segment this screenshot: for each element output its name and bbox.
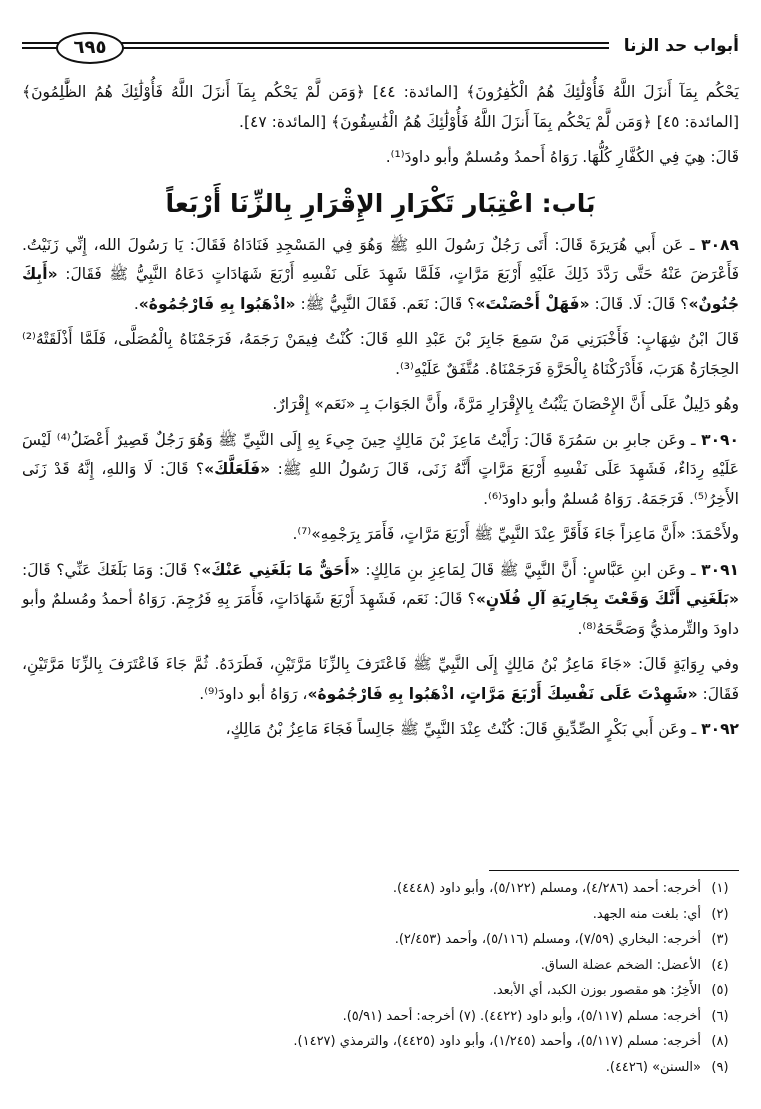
running-title: أبواب حد الزنا	[623, 36, 739, 56]
hadith-quote: «فَهَلْ أَحْصَنْتَ»	[475, 294, 590, 313]
ibn-shihab-report: قَالَ ابْنُ شِهَابٍ: فَأَخْبَرَنِي مَنْ سَمِعَ جَابِرَ بْنَ عَبْدِ اللهِ قَالَ: كُنْتُ فِيمَنْ رَجَمَهُ، فَرَجَمْنَاهُ بِالْمُصَلَّى، فَلَمَّا أَذْلَقَتْهُ⁽²⁾ الحِجَارَةُ هَرَبَ، فَأَدْرَكْنَاهُ بِالْحَرَّةِ فَرَجَمْنَاهُ. مُتَّفَقٌ عَلَيْهِ⁽³⁾.	[22, 330, 739, 378]
footnote-number: (٢)	[711, 906, 729, 922]
footnote-text: أخرجه: مسلم (٥/١١٧)، وأبو داود (٤٤٢٢). (٧) أخرجه: أحمد (٥/٩١).	[342, 1008, 701, 1024]
page-body	[22, 78, 739, 751]
footnote	[22, 1029, 739, 1055]
footnote-number: (٣)	[711, 932, 729, 947]
hadith-3091	[22, 556, 739, 645]
hadith-number: ٣٠٩١	[701, 560, 739, 579]
header-rule	[22, 42, 54, 44]
footnote	[22, 953, 739, 979]
hadith-number: ٣٠٩٠	[701, 430, 739, 449]
footnote	[22, 1055, 739, 1081]
hadith-text: ؟ قَالَ: نَعَم. فَقَالَ النَّبِيُّ ﷺ:	[295, 294, 476, 313]
hadith-3090	[22, 426, 739, 515]
hadith-text: ـ وعَن ابنِ عَبَّاسٍ: أَنَّ النَّبِيَّ ﷺ قَالَ لِمَاعِزِ بنِ مَالِكٍ:	[359, 560, 696, 579]
hadith-quote: «فَلَعَلَّكَ»	[204, 460, 271, 478]
footnote-number: (٥)	[711, 983, 729, 998]
footnote-text: أي: بلغت منه الجهد.	[592, 906, 701, 922]
hadith-number: ٣٠٩٢	[701, 720, 739, 738]
footnote-text: أخرجه: أحمد (٤/٢٨٦)، ومسلم (٥/١٢٢)، وأبو داود (٤٤٤٨).	[392, 881, 701, 896]
hadith-3092	[22, 715, 739, 745]
hadith-quote: «بَلَغَنِي أَنَّكَ وَقَعْتَ بِجَارِيَةِ آلِ فُلَانٍ»	[475, 590, 739, 608]
hadith-quote: «اذْهَبُوا بِهِ فَارْجُمُوهُ»	[138, 294, 296, 313]
footnote-number: (٤)	[711, 957, 729, 973]
footnote	[22, 876, 739, 902]
footnote-number: (١)	[711, 881, 729, 896]
footnote-text: أخرجه: مسلم (٥/١١٧)، وأحمد (١/٢٤٥)، وأبو داود (٤٤٢٥)، والترمذي (١٤٢٧).	[293, 1034, 701, 1049]
footnote	[22, 978, 739, 1004]
footnote	[22, 1004, 739, 1030]
hadith-text: ؟ قَالَ: وَمَا بَلَغَكَ عَنِّي؟ قَالَ:	[22, 560, 202, 579]
hadith-text: ـ وعَن أَبي بَكْرٍ الصِّدِّيقِ قَالَ: كُنْتُ عِنْدَ النَّبِيِّ ﷺ جَالِساً فَجَاءَ مَاعِزُ بْنُ مَالِكٍ،	[225, 720, 697, 738]
hadith-text: ؟ قَالَ: لَا. قَالَ:	[589, 294, 689, 313]
footnote-text: أخرجه: البخاري (٧/٥٩)، ومسلم (٥/١١٦)، وأحمد (٢/٤٥٣).	[394, 932, 701, 947]
footnote	[22, 927, 739, 953]
riwaya-report	[22, 650, 739, 709]
header-rule	[22, 47, 54, 49]
footnote-number: (٨)	[711, 1034, 729, 1049]
footnote-text: «السنن» (٤٤٢٦).	[605, 1059, 701, 1075]
footnote-number: (٩)	[711, 1059, 729, 1075]
hadith-quote: «شَهِدْتَ عَلَى نَفْسِكَ أَرْبَعَ مَرَّاتٍ، اذْهَبُوا بِهِ فَارْجُمُوهُ»	[307, 684, 698, 703]
hadith-3089	[22, 231, 739, 320]
footnote-number: (٦)	[711, 1008, 729, 1024]
footnote	[22, 902, 739, 928]
hadith-number: ٣٠٨٩	[701, 235, 739, 254]
ahmad-report: ولأَحْمَدَ: «أَنَّ مَاعِزاً جَاءَ فَأَقَرَّ عِنْدَ النَّبِيِّ ﷺ أَرْبَعَ مَرَّاتٍ، فَأَمَرَ بِرَجْمِهِ»⁽⁷⁾.	[292, 525, 739, 543]
footnotes	[22, 876, 739, 1080]
hadith-text: .	[133, 294, 139, 313]
footnote-text: الأَخِرُ: هو مقصور بوزن الكبد، أي الأبعد.	[492, 983, 701, 998]
hadith-quote: «أَحَقٌّ مَا بَلَغَنِي عَنْكَ»	[201, 560, 360, 579]
hadith-text: ـ وعَن جابرِ بن سَمُرَةَ قَالَ: رَأَيْتُ مَاعِزَ بْنَ مَالِكٍ حِينَ جِيءَ بِهِ إِلَى النَّبِيِّ ﷺ وَهُوَ رَجُلٌ قَصِيرٌ أَعْضَلُ⁽⁴⁾ لَيْسَ عَلَيْهِ رِدَاءٌ، فَشَهِدَ عَلَى نَفْسِهِ أَرْبَعَ مَرَّاتٍ أَنَّهُ زَنَى، قَالَ رَسُولُ اللهِ ﷺ:	[22, 430, 739, 478]
chapter-title: بَاب: اعْتِبَار تَكْرَارِ الإِقْرَارِ بِالزِّنَا أَرْبَعاً	[165, 188, 596, 218]
hadith-text: وفي رِوَايَةٍ قَالَ: «جَاءَ مَاعِزُ بْنُ مَالِكٍ إِلَى النَّبِيِّ ﷺ فَاعْتَرَفَ بِالزِّنَا مَرَّتَيْنِ، فَطَرَدَهُ. ثُمَّ جَاءَ فَاعْتَرَفَ بِالزِّنَا مَرَّتَيْنِ، فَقَالَ:	[22, 655, 739, 703]
hadith-quote: «أَبِكَ جُنُونٌ»	[22, 265, 739, 313]
quote-conclusion: قَالَ: هِيَ فِي الكُفَّارِ كُلُّهَا. رَوَاهُ أَحمدُ ومُسلمٌ وأبو داودَ⁽¹⁾.	[385, 148, 739, 166]
page-number: ٦٩٥	[56, 32, 124, 64]
footnote-separator	[489, 870, 739, 871]
quran-verses: يَحْكُم بِمَآ أَنزَلَ اللَّهُ فَأُوْلَٰئِكَ هُمُ الْكَٰفِرُونَ﴾ [المائدة: ٤٤] ﴿وَمَن لَّمْ يَحْكُم بِمَآ أَنزَلَ اللَّهُ فَأُوْلَٰئِكَ هُمُ الظَّٰلِمُونَ﴾ [المائدة: ٤٥] ﴿وَمَن لَّمْ يَحْكُم بِمَآ أَنزَلَ اللَّهُ فَأُوْلَٰئِكَ هُمُ الْفَٰسِقُونَ﴾ [المائدة: ٤٧].	[22, 83, 739, 131]
hadith-text: ـ عَن أَبي هُرَيرَةَ قَالَ: أَتَى رَجُلٌ رَسُولَ اللهِ ﷺ وَهُوَ فِي المَسْجِدِ فَنَادَاهُ فَقَالَ: يَا رَسُولَ الله، إِنِّي زَنَيْتُ. فَأَعْرَضَ عَنْهُ حَتَّى رَدَّدَ ذَلِكَ عَلَيْهِ أَرْبَعَ مَرَّاتٍ، فَلَمَّا شَهِدَ عَلَى نَفْسِهِ أَرْبَعَ شَهَادَاتٍ دَعَاهُ النَّبِيُّ ﷺ فَقَالَ:	[22, 235, 739, 283]
page-header	[22, 30, 739, 74]
hadith-text: ، رَوَاهُ أبو داودَ⁽⁹⁾.	[199, 684, 308, 703]
hadith-text: ؟ قَالَ: لَا وَاللهِ، إِنَّهُ قَدْ زَنَى الأَخِرُ⁽⁵⁾. فَرَجَمَهُ. رَوَاهُ مُسلمٌ وأبو داودَ⁽⁶⁾.	[22, 460, 739, 508]
hadith-text: ؟ قَالَ: نَعَم، فَشَهِدَ أَرْبَعَ شَهَادَاتٍ، فَأَمَرَ بِهِ فَرُجِمَ. رَوَاهُ أحمدُ ومُسلمٌ وأبو داودَ والتِّرمذيُّ وَصَحَّحَهُ⁽⁸⁾.	[22, 590, 739, 638]
commentary: وهُو دَلِيلٌ عَلَى أَنَّ الإِحْصَانَ يَثْبُتُ بِالإِقْرَارِ مَرَّةً، وأَنَّ الجَوَابَ بِـ «نَعَم» إِقْرَارٌ.	[272, 395, 739, 413]
footnote-text: الأعضل: الضخم عضلة الساق.	[540, 957, 701, 973]
